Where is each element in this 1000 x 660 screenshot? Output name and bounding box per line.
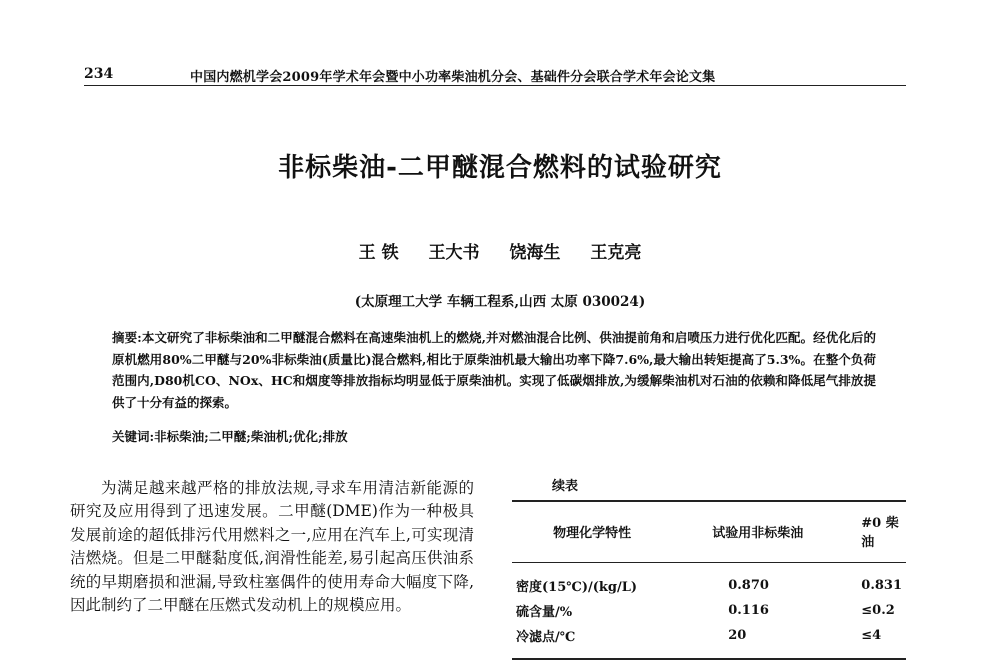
table-caption: 续表 (552, 479, 579, 494)
properties-table-block (512, 475, 906, 660)
table-cell: ≤4 (861, 628, 882, 643)
table-cell: 密度(15℃)/(kg/L) (516, 580, 638, 595)
page-number: 234 (84, 66, 114, 82)
running-header-title: 中国内燃机学会2009年学术年会暨中小功率柴油机分会、基础件分会联合学术年会论文集 (190, 70, 716, 85)
table-row (512, 598, 906, 623)
affiliation: (太原理工大学 车辆工程系,山西 太原 030024) (354, 294, 646, 310)
body-paragraph: 为满足越来越严格的排放法规,寻求车用清洁新能源的研究及应用得到了迅速发展。二甲醚(DME)作为一种极具发展前途的超低排污代用燃料之一,应用在汽车上,可实现清洁燃烧。但是二甲醚黏度低,润滑性能差,易引起高压供油系统的早期磨损和泄漏,导致柱塞偶件的使用寿命大幅度下降,因此制约了二甲醚在压燃式发动机上的规模应用。 (70, 479, 474, 615)
author: 王克亮 (590, 243, 642, 263)
table-row (512, 623, 906, 659)
abstract-label: 摘要: (112, 330, 142, 345)
table-cell: 0.831 (861, 578, 902, 593)
keywords (112, 427, 876, 445)
author: 王 铁 (358, 243, 399, 263)
author: 饶海生 (509, 243, 561, 263)
header-rule (84, 85, 906, 86)
table-row (512, 563, 906, 599)
paper-title: 非标柴油-二甲醚混合燃料的试验研究 (278, 153, 722, 183)
table-cell: 冷滤点/℃ (516, 630, 576, 645)
abstract (112, 327, 876, 413)
body-text-column (70, 477, 474, 617)
table-cell: ≤0.2 (861, 603, 895, 618)
table-cell: 硫含量/% (516, 605, 573, 620)
table-header-cell: 物理化学特性 (553, 525, 632, 541)
table-header-row (512, 501, 906, 563)
properties-table (512, 500, 906, 660)
table-header-cell: 试验用非标柴油 (712, 525, 804, 541)
table-cell: 0.870 (728, 578, 769, 593)
table-cell: 0.116 (728, 603, 769, 618)
author-list (0, 238, 1000, 263)
keywords-label: 关键词: (112, 429, 155, 444)
author: 王大书 (428, 243, 480, 263)
table-header-cell: #0 柴油 (861, 516, 899, 550)
table-cell: 20 (728, 628, 747, 643)
abstract-text: 本文研究了非标柴油和二甲醚混合燃料在高速柴油机上的燃烧,并对燃油混合比例、供油提前角和启喷压力进行优化匹配。经优化后的原机燃用80%二甲醚与20%非标柴油(质量比)混合燃料,相比于原柴油机最大输出功率下降7.6%,最大输出转矩提高了5.3%。在整个负荷范围内,D80机CO、NOx、HC和烟度等排放指标均明显低于原柴油机。实现了低碳烟排放,为缓解柴油机对石油的依赖和降低尾气排放提供了十分有益的探索。 (112, 330, 876, 410)
keywords-text: 非标柴油;二甲醚;柴油机;优化;排放 (154, 429, 348, 444)
